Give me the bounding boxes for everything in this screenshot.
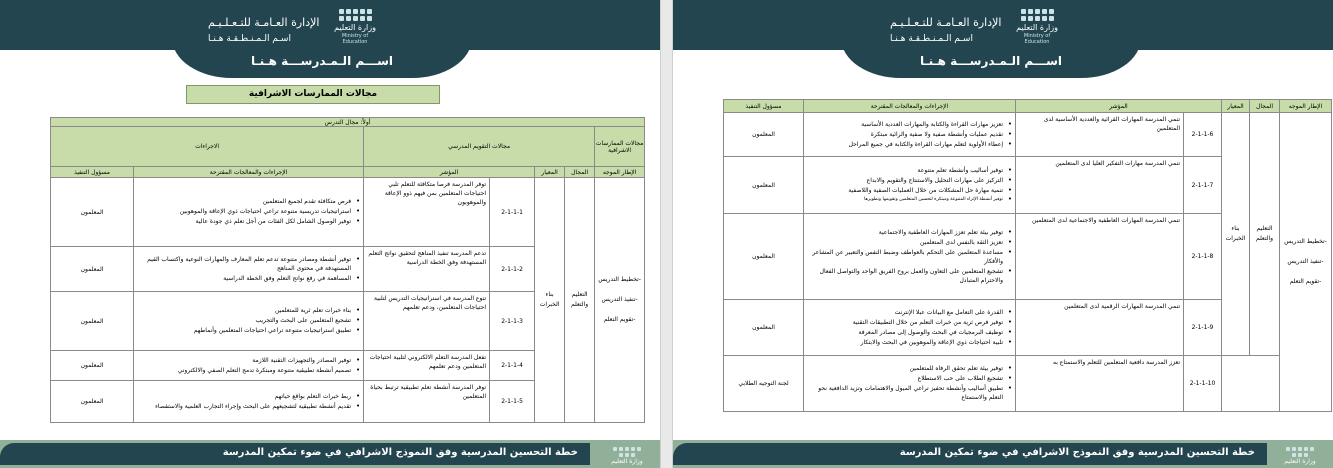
action-item: • استراتيجيات تدريسية متنوعة تراعي احتياجات ذوي الإعاقة والموهوبين [137, 207, 360, 216]
actions-cell [134, 178, 364, 247]
indicator-code: 2-1-1-7 [1184, 157, 1222, 214]
ministry-logo-icon [1019, 9, 1055, 21]
indicator-code: 2-1-1-2 [490, 247, 535, 292]
indicator-code: 2-1-1-1 [490, 178, 535, 247]
col-actions: الإجراءات والمعالجات المقترحة [134, 167, 364, 178]
responsible-cell: المعلمون [51, 178, 134, 247]
col-domain: المجال [565, 167, 595, 178]
table-row [724, 113, 1332, 157]
action-item: • توفير أساليب وأنشطة تعلم متنوعة [807, 166, 1012, 175]
action-item: • تقديم عمليات وأنشطة صفية ولا صفية والرائية مبتكرة [807, 130, 1012, 139]
logo-arabic: وزارة التعليم [1016, 23, 1058, 32]
action-item: • توفير بيئة تعلم تحقق الرفاه للمتعلمين [807, 364, 1012, 373]
indicator-text: تنمي المدرسة المهارات الرقمية لدى المتعلمين [1016, 300, 1184, 356]
region-title: اسـم الـمـنـطـقـة هـنـا [890, 34, 973, 44]
action-item: • تطبيق أساليب وأنشطة تحفيز تراعي الميول والاهتمامات وتزيد الدافعية نحو التعلم والاستمتاع [807, 384, 1012, 402]
responsible-cell: المعلمون [724, 157, 804, 214]
empty-merged-cell [1222, 356, 1280, 412]
first-field-header: أولاً: مجال التدرس [51, 118, 645, 127]
footer-logo [602, 447, 652, 465]
action-item: • توفير الوصول الشامل لكل الفئات من أجل تعلم ذي جودة عالية [137, 217, 360, 226]
indicator-code: 2-1-1-6 [1184, 113, 1222, 157]
action-item: • تنمية مهارة حل المشكلات من خلال العمليات الصفية واللاصفية [807, 186, 1012, 195]
action-item: • توفير أنشطة ومصادر متنوعة تدعم تعلم المعارف والمهارات النوعية واكتساب القيم المستهدفة في محتوى المناهج [137, 255, 360, 273]
action-item: • تشجيع المتعلمين على البحث والتجريب [137, 316, 360, 325]
left-page [0, 0, 660, 468]
indicator-text: تدعم المدرسة تنفيذ المناهج لتحقيق نواتج التعلم المستهدفة وفق الخطة الدراسية [364, 247, 490, 292]
indicator-text: تفعل المدرسة التعلم الالكتروني لتلبية احتياجات المتعلمين ودعم تعلمهم [364, 351, 490, 381]
indicator-text: تنوع المدرسة في استراتيجيات التدريس لتلبية احتياجات المتعلمين، ودعم تعلمهم [364, 292, 490, 351]
col-framework: الإطار الموجه [595, 167, 645, 178]
action-item: • توفير أنشطة الإثراء المتنوعة ومبتكرة لتحسين المتعلمين وتقويمها وتطويرها [807, 196, 1012, 203]
group-eval-header: مجالات التقويم المدرسي [364, 127, 595, 167]
action-item: • تشجيع المتعلمين على التعاون والعمل بروح الفريق الواحد والتواصل الفعال والاحترام المتبادل [807, 267, 1012, 285]
action-item: • إعطاء الأولوية لتعلم مهارات القراءة والكتابة في جميع المراحل [807, 140, 1012, 149]
domain-cell: التعليم والتعلم [1250, 113, 1280, 356]
indicator-code: 2-1-1-10 [1184, 356, 1222, 412]
actions-cell [134, 247, 364, 292]
footer-logo-text: وزارة التعليم [1284, 458, 1316, 465]
indicator-code: 2-1-1-3 [490, 292, 535, 351]
footer-text: خطة التحسين المدرسية وفق النموذج الاشرافي في ضوء تمكين المدرسة [899, 447, 1255, 458]
page-gutter [660, 0, 673, 468]
school-title: اســـم الـمـدرســـة هـنـا [250, 54, 393, 68]
action-item: • توفير فرص ثرية من خبرات التعلم من خلال التطبيقات التقنية [807, 318, 1012, 327]
footer-logo [1275, 447, 1325, 465]
action-item: • توفير بيئة تعلم تعزز المهارات العاطفية والاجتماعية [807, 228, 1012, 237]
school-title: اســـم الـمـدرســـة هـنـا [919, 54, 1062, 68]
footer-logo-text: وزارة التعليم [611, 458, 643, 465]
actions-cell [804, 113, 1016, 157]
actions-cell [804, 214, 1016, 300]
responsible-cell: المعلمون [51, 351, 134, 381]
col-responsible: مسؤول التنفيذ [51, 167, 134, 178]
indicator-text: توفر المدرسة أنشطة تعلم تطبيقية ترتبط بحياة المتعلمين [364, 381, 490, 423]
action-item: • تلبية احتياجات ذوي الإعاقة والموهوبين في البحث والابتكار [807, 338, 1012, 347]
footer-text: خطة التحسين المدرسية وفق النموذج الاشرافي في ضوء تمكين المدرسة [222, 447, 578, 458]
action-item: • تطبيق استراتيجيات متنوعة تراعي احتياجات المتعلمين وأنماطهم [137, 326, 360, 335]
framework-cell [1280, 113, 1332, 412]
footer-bar [673, 443, 1267, 465]
col-indicator: المؤشر [364, 167, 535, 178]
indicator-text: تعزز المدرسة دافعية المتعلمين للتعلم والاستمتاع به [1016, 356, 1184, 412]
col-responsible: مسؤول التنفيذ [724, 100, 804, 113]
col-domain: المجال [1250, 100, 1280, 113]
indicator-code: 2-1-1-5 [490, 381, 535, 423]
indicator-code: 2-1-1-8 [1184, 214, 1222, 300]
indicator-text: توفر المدرسة فرصا متكافئة للتعلم تلبي احتياجات المتعلمين بمن فيهم ذوو الإعاقة والموهوبون [364, 178, 490, 247]
indicator-code: 2-1-1-4 [490, 351, 535, 381]
action-item: • توظيف البرمجيات في البحث والوصول إلى مصادر المعرفة [807, 328, 1012, 337]
standard-cell: بناء الخبرات [535, 178, 565, 423]
action-item: • تعزيز مهارات القراءة والكتابة والمهارات العددية الأساسية [807, 120, 1012, 129]
action-item: • تشجيع الطلاب على حب الاستطلاع [807, 374, 1012, 383]
responsible-cell: المعلمون [724, 214, 804, 300]
table-row [51, 178, 645, 247]
right-page [673, 0, 1333, 468]
indicator-text: تنمي المدرسة مهارات التفكير العليا لدى المتعلمين [1016, 157, 1184, 214]
indicator-code: 2-1-1-9 [1184, 300, 1222, 356]
responsible-cell: المعلمون [51, 292, 134, 351]
section-title: مجالات الممارسات الاشرافية [186, 85, 440, 104]
action-item: • بناء خبرات تعلم ثرية للمتعلمين [137, 306, 360, 315]
action-item: • القدرة على التعامل مع البيانات عبلا الإنترنت [807, 308, 1012, 317]
indicator-text: تنمي المدرسة المهارات القرائية والعددية الأساسية لدى المتعلمين [1016, 113, 1184, 157]
region-title: اسـم الـمـنـطـقـة هـنـا [208, 34, 291, 44]
actions-cell [134, 292, 364, 351]
actions-cell [804, 356, 1016, 412]
practices-table [50, 117, 645, 423]
col-standard: المعيار [1222, 100, 1250, 113]
responsible-cell: المعلمون [51, 247, 134, 292]
footer-bar [0, 443, 590, 465]
practices-table-continued [723, 99, 1332, 412]
ministry-logo [333, 9, 377, 45]
actions-cell [134, 381, 364, 423]
logo-english: Ministry of Education [341, 33, 369, 45]
table-row [724, 356, 1332, 412]
action-item: • تقديم أنشطة تطبيقية لتشجيعهم على البحث وإجراء التجارب العلمية والاستقصاء [137, 402, 360, 411]
action-item: • التركيز على مهارات التحليل والاستنتاج والتقويم والابداع [807, 176, 1012, 185]
logo-english: Ministry of Education [1023, 33, 1051, 45]
action-item: • مساعدة المتعلمين على التحكم بالعواطف وضبط النفس والتعبير عن المشاعر والأفكار [807, 248, 1012, 266]
responsible-cell: المعلمون [724, 300, 804, 356]
responsible-cell: المعلمون [724, 113, 804, 157]
admin-title: الإدارة العـامـة للتـعـلـيـم [208, 16, 320, 29]
responsible-cell: المعلمون [51, 381, 134, 423]
standard-cell: بناء الخبرات [1222, 113, 1250, 356]
col-standard: المعيار [535, 167, 565, 178]
actions-cell [804, 157, 1016, 214]
col-indicator: المؤشر [1016, 100, 1222, 113]
responsible-cell: لجنة التوجيه الطلابي [724, 356, 804, 412]
col-actions: الإجراءات والمعالجات المقترحة [804, 100, 1016, 113]
action-item: • فرص متكافئة تقدم لجميع المتعلمين [137, 197, 360, 206]
actions-cell [804, 300, 1016, 356]
action-item: • تصميم أنشطة تطبيقية متنوعة ومبتكرة تدمج التعلم الصفي والالكتروني [137, 366, 360, 375]
action-item: • المساهمة في رفع نواتج التعلم وفق الخطة الدراسية [137, 274, 360, 283]
ministry-logo-icon [337, 9, 373, 21]
ministry-logo-icon [613, 447, 641, 457]
indicator-text: تنمي المدرسة المهارات العاطفية والاجتماعية لدى المتعلمين [1016, 214, 1184, 300]
ministry-logo [1015, 9, 1059, 45]
action-item: • تعزيز الثقة بالنفس لدى المتعلمين [807, 238, 1012, 247]
group-fields-header: مجالات الممارسات الاشرافية [595, 127, 645, 167]
action-item: • ربط خبرات التعلم بواقع حياتهم [137, 392, 360, 401]
actions-cell [134, 351, 364, 381]
col-framework: الإطار الموجه [1280, 100, 1332, 113]
action-item: • توفير المصادر والتجهيزات التقنية اللازمة [137, 356, 360, 365]
admin-title: الإدارة العـامـة للتـعـلـيـم [890, 16, 1002, 29]
ministry-logo-icon [1286, 447, 1314, 457]
framework-text: -تخطيط التدريس -تنفيذ التدريس -تقويم التعلم [598, 276, 641, 323]
framework-cell [595, 178, 645, 423]
group-procedures-header: الاجراءات [51, 127, 364, 167]
framework-text: -تخطيط التدريس -تنفيذ التدريس -تقويم التعلم [1284, 238, 1327, 285]
logo-arabic: وزارة التعليم [334, 23, 376, 32]
domain-cell: التعليم والتعلم [565, 178, 595, 423]
